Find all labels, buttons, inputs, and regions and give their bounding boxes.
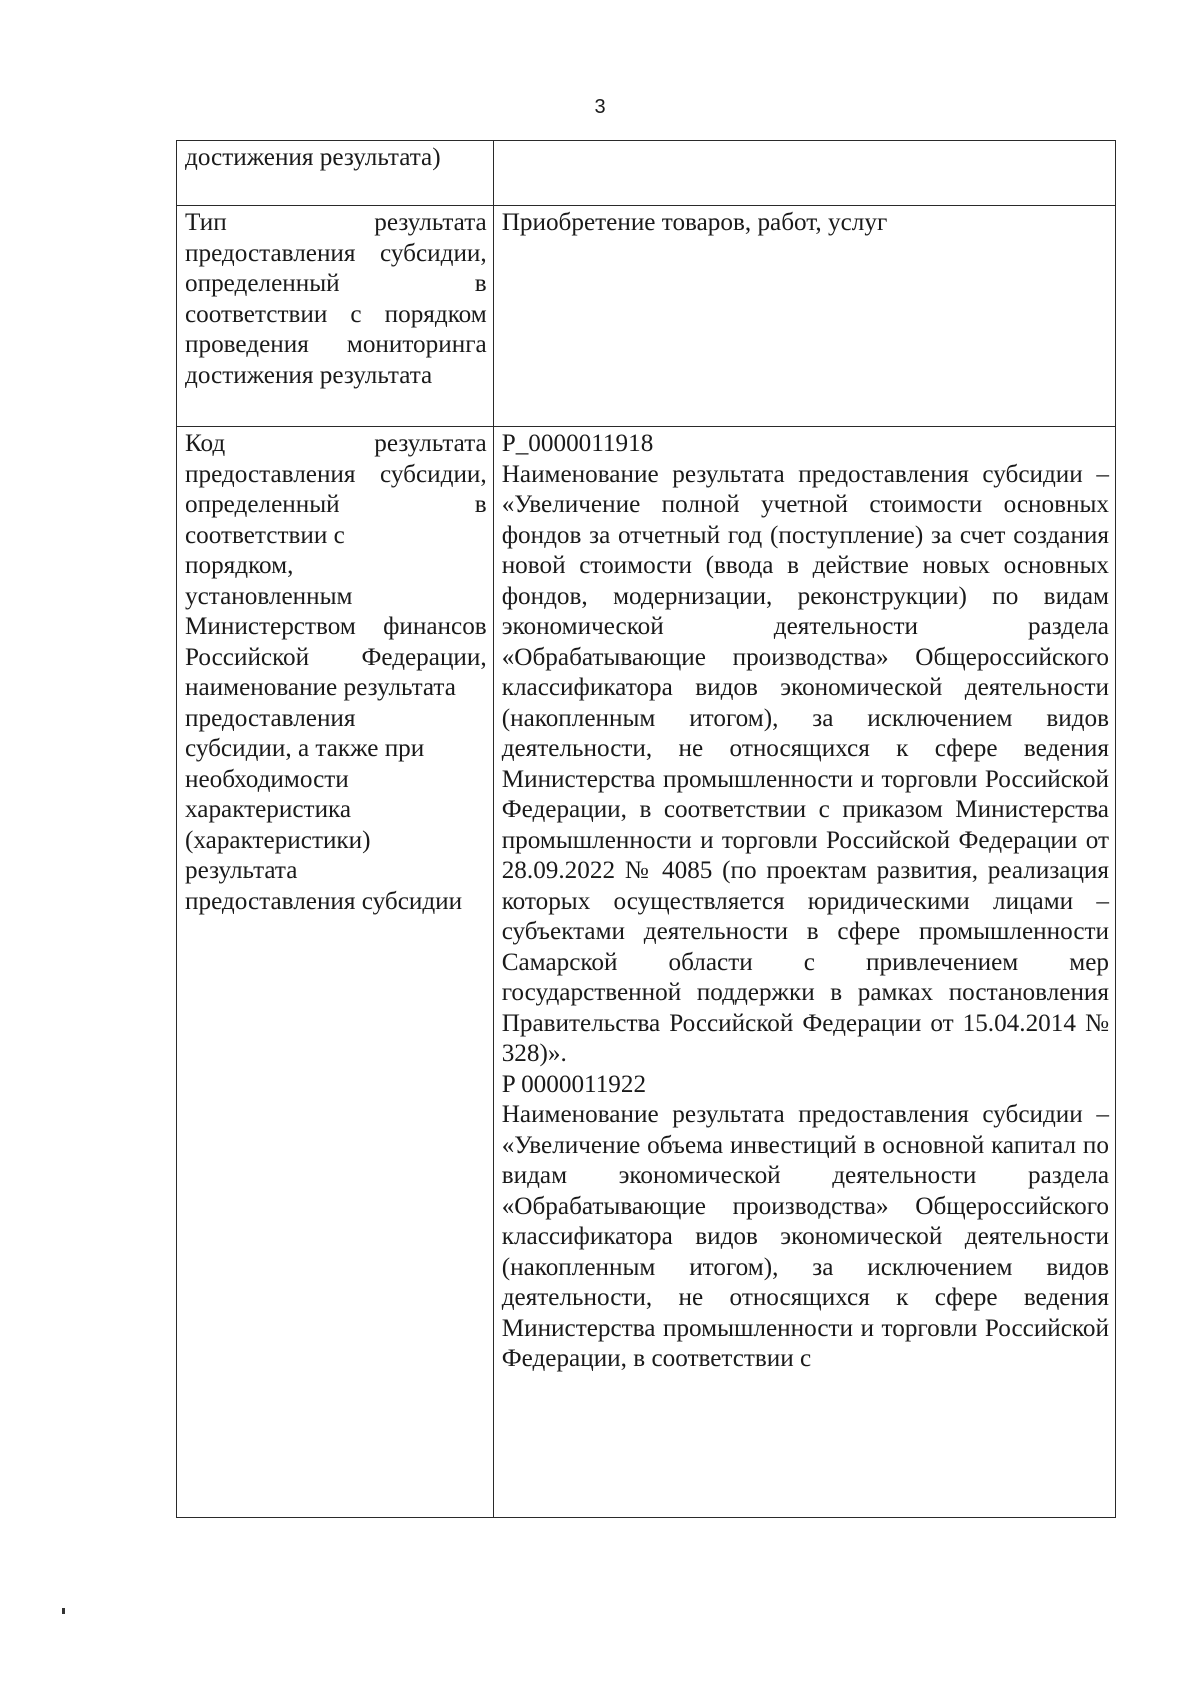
label-line: субсидии, а также при [185,735,425,762]
result-code-2: P 0000011922 [501,1070,647,1098]
label-line: порядком, [185,552,294,579]
table-row [177,427,1116,1518]
table-row [177,206,1116,427]
page-number: 3 [594,96,606,118]
result-code-label-cell [177,427,494,1518]
label-line: Код результата предоставления субсидии, определенный в соответствии с [185,430,487,549]
result-type-value-cell: Приобретение товаров, работ, услуг [493,206,1115,427]
label-line: (характеристики) [185,826,371,854]
label-line: необходимости [185,765,349,793]
table-row [177,141,1116,206]
label-line: установленным [185,582,353,610]
result-name-2: Наименование результата предоставления субсидии – «Увеличение объема инвестиций в основной капитал по видам экономической деятельности раздела «Обрабатывающие производства» Общероссийского классификатора видов экономической деятельности (накопленным итогом), за исключением видов деятельности, не относящихся к сфере ведения Министерства промышленности и торговли Российской Федерации, в соответствии с [501,1101,1109,1372]
scan-mark [62,1608,65,1614]
label-line: Министерством финансов Российской Федерации, наименование результата [185,613,487,701]
result-name-1: Наименование результата предоставления субсидии – «Увеличение полной учетной стоимости основных фондов за отчетный год (поступление) за счет создания новой стоимости (ввода в действие новых основных фондов, модернизации, реконструкции) по видам экономической деятельности раздела «Обрабатывающие производства» Общероссийского классификатора видов экономической деятельности (накопленным итогом), за исключением видов деятельности, не относящихся к сфере ведения Министерства промышленности и торговли Российской Федерации, в соответствии с приказом Министерства промышленности и торговли Российской Федерации от 28.09.2022 № 4085 (по проектам развития, реализация которых осуществляется юридическими лицами – субъектами деятельности в сфере промышленности Самарской области с привлечением мер государственной поддержки в рамках постановления Правительства Российской Федерации от 15.04.2014 № 328)». [501,460,1109,1067]
result-type-label-cell: Тип результата предоставления субсидии, определенный в соответствии с порядком проведения мониторинга достижения результата [177,206,494,427]
result-code-value-cell [493,427,1115,1518]
row-label-cell: достижения результата) [177,141,494,206]
label-line: предоставления субсидии [185,887,463,915]
result-code-1: P_0000011918 [501,430,654,457]
row-value-cell [493,141,1115,206]
label-line: характеристика [185,796,352,823]
label-line: предоставления [185,704,356,732]
label-line: результата [185,857,298,884]
subsidy-table [176,140,1116,1518]
